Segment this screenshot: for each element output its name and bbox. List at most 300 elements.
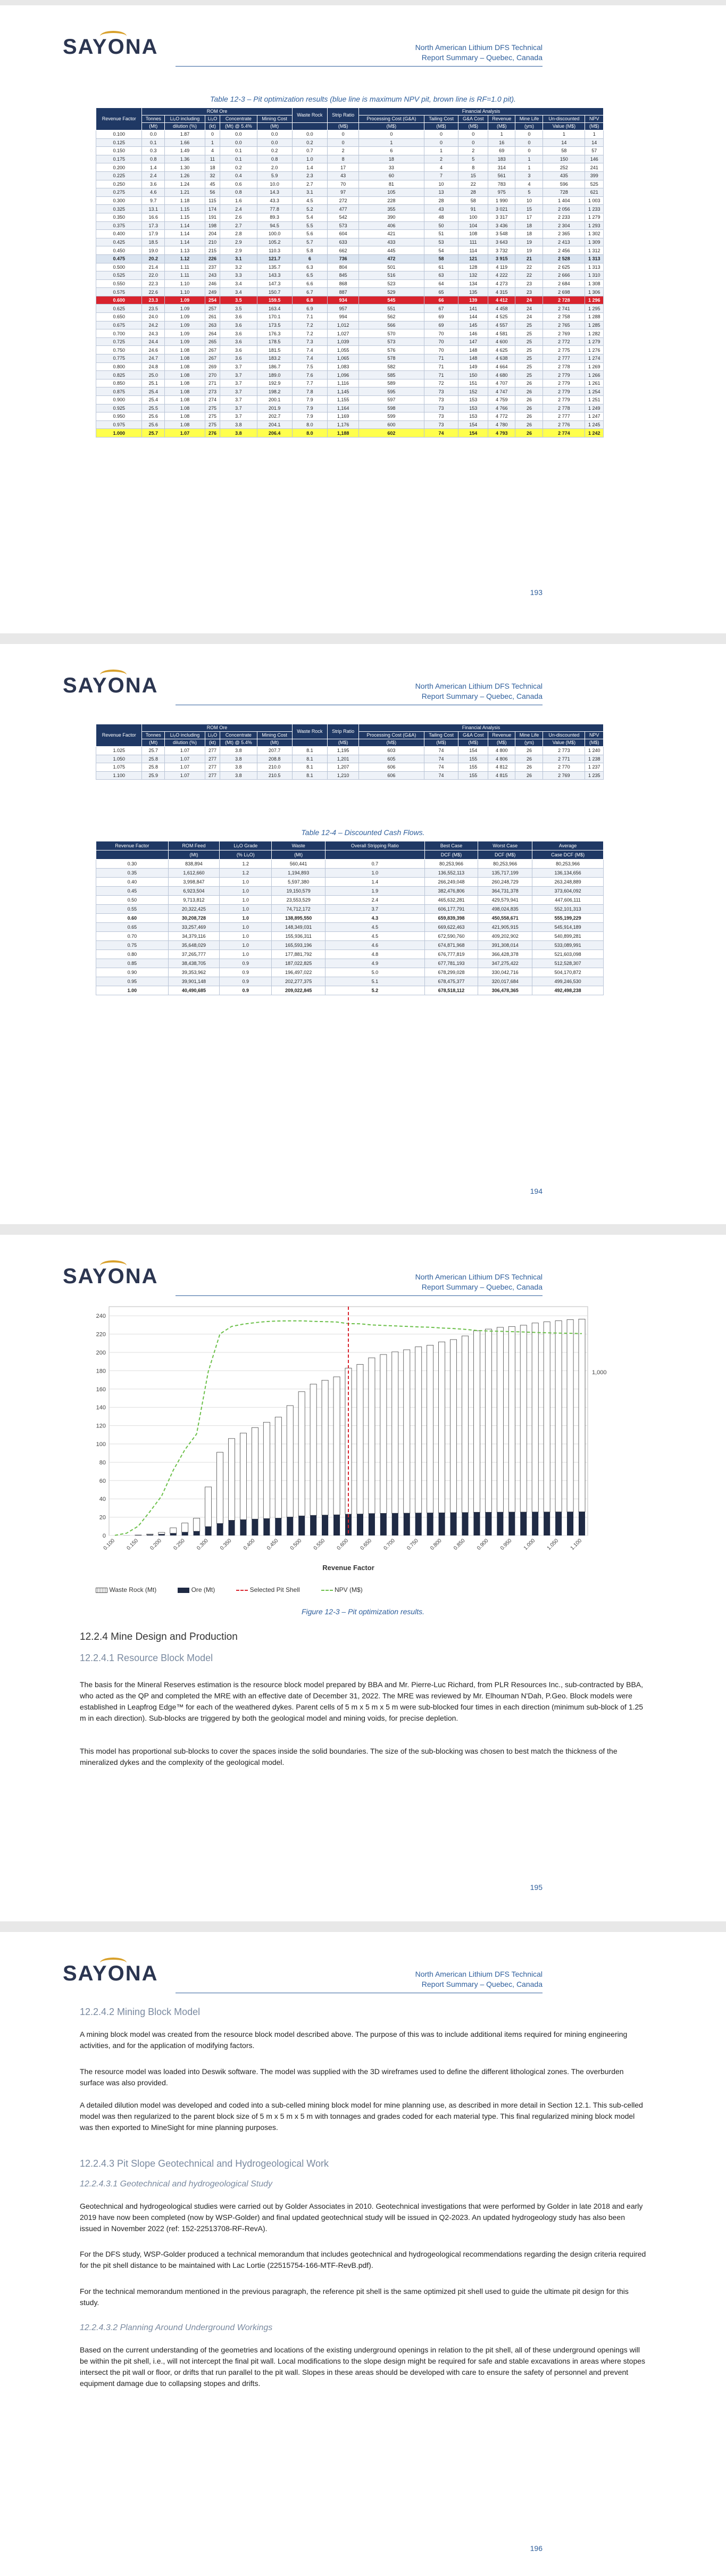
cell: 3.6 — [220, 337, 257, 346]
cell: 0.4 — [220, 171, 257, 180]
cell: 409,202,902 — [478, 932, 532, 941]
cell: 252 — [543, 163, 585, 172]
cell: 445 — [359, 246, 424, 255]
bar-waste — [240, 1433, 246, 1520]
cell: 4 — [205, 147, 220, 155]
cell: 2 775 — [543, 346, 585, 354]
cell: 0.30 — [96, 860, 169, 869]
cell: 838,894 — [168, 860, 219, 869]
cell: 1 254 — [585, 387, 604, 396]
bar-waste — [287, 1406, 293, 1517]
pit-optimization-table-continued — [96, 724, 604, 780]
th: Waste Rock — [292, 108, 328, 123]
cell: 472 — [359, 254, 424, 263]
cell: 257 — [205, 304, 220, 313]
cell: 73 — [424, 420, 458, 429]
x-tick-label: 0.650 — [359, 1538, 373, 1551]
cell: 366,428,378 — [478, 950, 532, 959]
cell: 7.9 — [292, 404, 328, 412]
cell: 1.0 — [220, 932, 272, 941]
cell: 26 — [515, 396, 543, 404]
cell: 934 — [328, 296, 359, 304]
cell: 1.08 — [165, 346, 205, 354]
cell: 2 456 — [543, 246, 585, 255]
table-row — [96, 878, 604, 887]
cell: 159.5 — [257, 296, 292, 304]
bar-waste — [450, 1340, 457, 1513]
table-row — [96, 379, 604, 387]
cell: 18 — [515, 230, 543, 238]
cell: 589 — [359, 379, 424, 387]
cell: 4.3 — [325, 914, 424, 923]
cell: 0 — [515, 138, 543, 147]
x-tick-label: 0.700 — [382, 1538, 396, 1551]
cell: 1,027 — [328, 329, 359, 338]
cell: 0.9 — [220, 959, 272, 968]
y-tick-label: 140 — [96, 1405, 106, 1411]
cell: 355 — [359, 205, 424, 213]
cell: 25.4 — [142, 387, 165, 396]
cell: 108 — [458, 230, 488, 238]
th-unit — [292, 123, 328, 130]
cell: 6 — [292, 254, 328, 263]
cell: 1.08 — [165, 371, 205, 379]
x-tick-label: 0.600 — [336, 1538, 350, 1551]
table-row — [96, 155, 604, 163]
cell: 1.09 — [165, 329, 205, 338]
x-tick-label: 0.400 — [243, 1538, 256, 1551]
th: Mine Life — [515, 115, 543, 123]
cell: 3.7 — [220, 396, 257, 404]
cell: 1,194,893 — [272, 869, 325, 878]
cell: 0.800 — [96, 362, 142, 371]
th-unit: (M$) — [359, 739, 424, 747]
th: Mining Cost — [257, 115, 292, 123]
cell: 33,257,469 — [168, 923, 219, 932]
x-tick-label: 0.550 — [312, 1538, 327, 1551]
cell: 2 — [424, 155, 458, 163]
th-unit: (kt) — [205, 739, 220, 747]
cell: 17.3 — [142, 221, 165, 230]
cell: 26 — [515, 755, 543, 763]
cell: 10 — [424, 180, 458, 188]
bar-ore — [415, 1513, 422, 1535]
cell: 277 — [205, 755, 220, 763]
bar-waste — [310, 1384, 316, 1515]
cell: 2.3 — [292, 171, 328, 180]
cell: 5.4 — [292, 213, 328, 221]
bar-ore — [485, 1512, 491, 1535]
table-row — [96, 429, 604, 437]
cell: 1,176 — [328, 420, 359, 429]
cell: 1 238 — [585, 755, 604, 763]
cell: 186.7 — [257, 362, 292, 371]
table-row — [96, 932, 604, 941]
cell: 6 — [359, 147, 424, 155]
table-row — [96, 188, 604, 197]
cell: 143.3 — [257, 271, 292, 280]
cell: 1.21 — [165, 188, 205, 197]
cell: 1,201 — [328, 755, 359, 763]
table-row — [96, 371, 604, 379]
cell: 26 — [515, 763, 543, 772]
cell: 3.6 — [220, 313, 257, 321]
cell: 4 625 — [488, 346, 515, 354]
cell: 0.9 — [220, 968, 272, 977]
cell: 4 793 — [488, 429, 515, 437]
cell: 148,349,031 — [272, 923, 325, 932]
table-row — [96, 923, 604, 932]
cell: 561 — [488, 171, 515, 180]
page-193 — [0, 5, 726, 633]
cell: 1.09 — [165, 321, 205, 329]
cell: 152 — [458, 387, 488, 396]
cell: 18 — [205, 163, 220, 172]
cell: 277 — [205, 771, 220, 780]
cell: 1.08 — [165, 379, 205, 387]
bar-ore — [544, 1512, 550, 1535]
cell: 1,055 — [328, 346, 359, 354]
cell: 7.9 — [292, 412, 328, 421]
th-fin-group: Financial Analysis — [359, 108, 604, 115]
th: Revenue — [488, 115, 515, 123]
cell: 13 — [424, 188, 458, 197]
cell: 206.4 — [257, 429, 292, 437]
cell: 1.26 — [165, 171, 205, 180]
table-row — [96, 959, 604, 968]
cell: 0.275 — [96, 188, 142, 197]
bar-ore — [205, 1526, 212, 1535]
cell: 1.100 — [96, 771, 142, 780]
cell: 1.09 — [165, 296, 205, 304]
cell: 433 — [359, 238, 424, 246]
cell: 198 — [205, 221, 220, 230]
cell: 1.08 — [165, 420, 205, 429]
cell: 1 279 — [585, 337, 604, 346]
cell: 5.1 — [325, 977, 424, 986]
page-number: 193 — [530, 588, 543, 597]
x-tick-label: 0.200 — [149, 1538, 163, 1551]
bar-waste — [194, 1518, 200, 1531]
th-unit: dilution (%) — [165, 123, 205, 130]
cell: 0.775 — [96, 354, 142, 363]
cell: 1.00 — [96, 986, 169, 995]
paragraph: This model has proportional sub-blocks to cover the spaces inside the solid boundaries. The size of the sub-blocking was chosen to best match the thickness of the mineralized dykes and the complexity of the geological model. — [80, 1747, 617, 1766]
cell: 0.95 — [96, 977, 169, 986]
cell: 11 — [205, 155, 220, 163]
cell: 1.09 — [165, 313, 205, 321]
cell: 69 — [424, 321, 458, 329]
cell: 3.1 — [220, 254, 257, 263]
cell: 1.0 — [220, 887, 272, 896]
cell: 5.6 — [292, 230, 328, 238]
cell: 138,895,550 — [272, 914, 325, 923]
cell: 994 — [328, 313, 359, 321]
cell: 4.5 — [325, 923, 424, 932]
cell: 25.5 — [142, 404, 165, 412]
cell: 74 — [424, 429, 458, 437]
bar-ore — [555, 1512, 562, 1535]
cell: 210 — [205, 238, 220, 246]
cell: 0.0 — [220, 130, 257, 139]
th: Strip Ratio — [328, 724, 359, 739]
sayona-logo: SAYONA — [63, 1962, 158, 1986]
cell: 8.1 — [292, 771, 328, 780]
cell: 1 249 — [585, 404, 604, 412]
x-tick-label: 0.250 — [172, 1538, 186, 1551]
cell: 0.1 — [220, 147, 257, 155]
bar-waste — [462, 1336, 468, 1513]
cell: 3.7 — [220, 412, 257, 421]
cell: 24.4 — [142, 337, 165, 346]
cell: 2 625 — [543, 263, 585, 271]
table-row — [96, 321, 604, 329]
cell: 13.1 — [142, 205, 165, 213]
bar-waste — [182, 1523, 188, 1532]
bar-ore — [532, 1512, 538, 1535]
cell: 39,353,962 — [168, 968, 219, 977]
cell: 0.200 — [96, 163, 142, 172]
cell: 20.2 — [142, 254, 165, 263]
cell: 40,490,685 — [168, 986, 219, 995]
cell: 0.70 — [96, 932, 169, 941]
cell: 597 — [359, 396, 424, 404]
cell: 606 — [359, 771, 424, 780]
th-unit: (yrs) — [515, 739, 543, 747]
cell: 429,579,941 — [478, 896, 532, 905]
th-unit: (M$) — [488, 123, 515, 130]
cell: 226 — [205, 254, 220, 263]
cell: 24 — [515, 296, 543, 304]
table-row — [96, 171, 604, 180]
cell: 191 — [205, 213, 220, 221]
cell: 1.025 — [96, 747, 142, 755]
cell: 595 — [359, 387, 424, 396]
cell: 266,249,048 — [424, 878, 478, 887]
cell: 45 — [205, 180, 220, 188]
cell: 2.8 — [220, 230, 257, 238]
cell: 0 — [515, 147, 543, 155]
cell: 0.8 — [220, 188, 257, 197]
cell: 0.900 — [96, 396, 142, 404]
cell: 421 — [359, 230, 424, 238]
cell: 177,881,792 — [272, 950, 325, 959]
cell: 22.0 — [142, 271, 165, 280]
cell: 189.0 — [257, 371, 292, 379]
cell: 0.60 — [96, 914, 169, 923]
table-row — [96, 755, 604, 763]
page-196 — [0, 1932, 726, 2576]
th: Mine Life — [515, 732, 543, 739]
cell: 141 — [458, 304, 488, 313]
bar-waste — [263, 1422, 270, 1518]
cell: 4 766 — [488, 404, 515, 412]
cell: 1.4 — [292, 163, 328, 172]
cell: 3 317 — [488, 213, 515, 221]
cell: 155 — [458, 755, 488, 763]
th: Concentrate — [220, 732, 257, 739]
cell: 24.8 — [142, 362, 165, 371]
page-195 — [0, 1235, 726, 1921]
cell: 263 — [205, 321, 220, 329]
cell: 545,914,189 — [532, 923, 604, 932]
cell: 23 — [515, 288, 543, 296]
cell: 26 — [515, 429, 543, 437]
cell: 0.550 — [96, 279, 142, 288]
cell: 28 — [458, 188, 488, 197]
cell: 3 643 — [488, 238, 515, 246]
cell: 0.7 — [292, 147, 328, 155]
cell: 70 — [328, 180, 359, 188]
cell: 4 815 — [488, 771, 515, 780]
cell: 677,781,193 — [424, 959, 478, 968]
th: NPV — [585, 115, 604, 123]
th: NPV — [585, 732, 604, 739]
cell: 1 003 — [585, 196, 604, 205]
cell: 25 — [515, 371, 543, 379]
cell: 146 — [458, 329, 488, 338]
cell: 406 — [359, 221, 424, 230]
cell: 0.0 — [292, 130, 328, 139]
cell: 521,603,098 — [532, 950, 604, 959]
cell: 25.7 — [142, 429, 165, 437]
cell: 70 — [424, 337, 458, 346]
cell: 32 — [205, 171, 220, 180]
cell: 0.65 — [96, 923, 169, 932]
cell: 4 759 — [488, 396, 515, 404]
cell: 7 — [424, 171, 458, 180]
bar-waste — [555, 1320, 562, 1512]
th-unit: (M$) — [585, 123, 604, 130]
cell: 26 — [515, 771, 543, 780]
table-row — [96, 747, 604, 755]
cell: 606 — [359, 763, 424, 772]
bar-ore — [170, 1533, 177, 1535]
cell: 1,012 — [328, 321, 359, 329]
cell: 1 245 — [585, 420, 604, 429]
cell: 674,871,968 — [424, 941, 478, 950]
bar-ore — [404, 1513, 410, 1535]
x-tick-label: 0.850 — [453, 1538, 466, 1551]
cell: 604 — [328, 230, 359, 238]
cell: 4.5 — [325, 932, 424, 941]
cell: 8 — [328, 155, 359, 163]
cell: 28 — [424, 196, 458, 205]
bar-ore — [579, 1512, 585, 1535]
cell: 1 282 — [585, 329, 604, 338]
cell: 4 557 — [488, 321, 515, 329]
table-row — [96, 354, 604, 363]
th-unit: (M$) — [328, 739, 359, 747]
th-unit: (Mt) — [272, 851, 325, 860]
th: Un-discounted — [543, 732, 585, 739]
cell: 100.0 — [257, 230, 292, 238]
cell: 669,622,463 — [424, 923, 478, 932]
cell: 1.15 — [165, 213, 205, 221]
cell: 74,712,172 — [272, 905, 325, 914]
cell: 196,497,022 — [272, 968, 325, 977]
cell: 15 — [515, 205, 543, 213]
cell: 1.2 — [220, 860, 272, 869]
th-unit: (M$) — [488, 739, 515, 747]
cell: 70 — [424, 346, 458, 354]
cell: 0.1 — [220, 155, 257, 163]
bar-waste — [252, 1427, 258, 1519]
page-number: 195 — [530, 1883, 543, 1892]
table-row — [96, 230, 604, 238]
cell: 2 — [458, 147, 488, 155]
cell: 1.0 — [220, 905, 272, 914]
table-row — [96, 138, 604, 147]
cell: 60 — [359, 171, 424, 180]
cell: 207.7 — [257, 747, 292, 755]
cell: 314 — [488, 163, 515, 172]
cell: 1 240 — [585, 747, 604, 755]
cell: 17 — [515, 213, 543, 221]
cell: 7.1 — [292, 313, 328, 321]
y-tick-label: 240 — [96, 1313, 106, 1320]
cell: 89.3 — [257, 213, 292, 221]
cell: 1.07 — [165, 747, 205, 755]
cell: 0.750 — [96, 346, 142, 354]
y-tick-label: 120 — [96, 1423, 106, 1430]
x-tick-label: 1.100 — [569, 1538, 583, 1551]
cell: 22 — [515, 263, 543, 271]
cell: 25 — [515, 362, 543, 371]
cell: 1 — [488, 130, 515, 139]
cell: 4 638 — [488, 354, 515, 363]
cell: 1,188 — [328, 429, 359, 437]
cell: 202,277,375 — [272, 977, 325, 986]
cell: 0.55 — [96, 905, 169, 914]
cell: 25.6 — [142, 412, 165, 421]
bar-ore — [357, 1514, 363, 1535]
cell: 73 — [424, 404, 458, 412]
cell: 183 — [488, 155, 515, 163]
th: Li₂O including — [165, 115, 205, 123]
cell: 16 — [488, 138, 515, 147]
cell: 523 — [359, 279, 424, 288]
cell: 1.08 — [165, 412, 205, 421]
cell: 570 — [359, 329, 424, 338]
cell: 9.7 — [142, 196, 165, 205]
bar-waste — [404, 1350, 410, 1513]
cell: 64 — [424, 279, 458, 288]
cell: 0.0 — [257, 138, 292, 147]
cell: 3 915 — [488, 254, 515, 263]
cell: 176.3 — [257, 329, 292, 338]
cell: 267 — [205, 346, 220, 354]
table-row — [96, 337, 604, 346]
cell: 14 — [585, 138, 604, 147]
cell: 533,089,991 — [532, 941, 604, 950]
cell: 30,208,728 — [168, 914, 219, 923]
cell: 202.7 — [257, 412, 292, 421]
cell: 4 780 — [488, 420, 515, 429]
th: Revenue — [488, 732, 515, 739]
th-unit: (Mt) — [142, 123, 165, 130]
cell: 2 413 — [543, 238, 585, 246]
cell: 0.0 — [220, 138, 257, 147]
cell: 0.400 — [96, 230, 142, 238]
cell: 3.6 — [220, 329, 257, 338]
cell: 566 — [359, 321, 424, 329]
cell: 1 — [515, 155, 543, 163]
cell: 15 — [458, 171, 488, 180]
cell: 7.2 — [292, 329, 328, 338]
cell: 465,632,281 — [424, 896, 478, 905]
cell: 0.300 — [96, 196, 142, 205]
